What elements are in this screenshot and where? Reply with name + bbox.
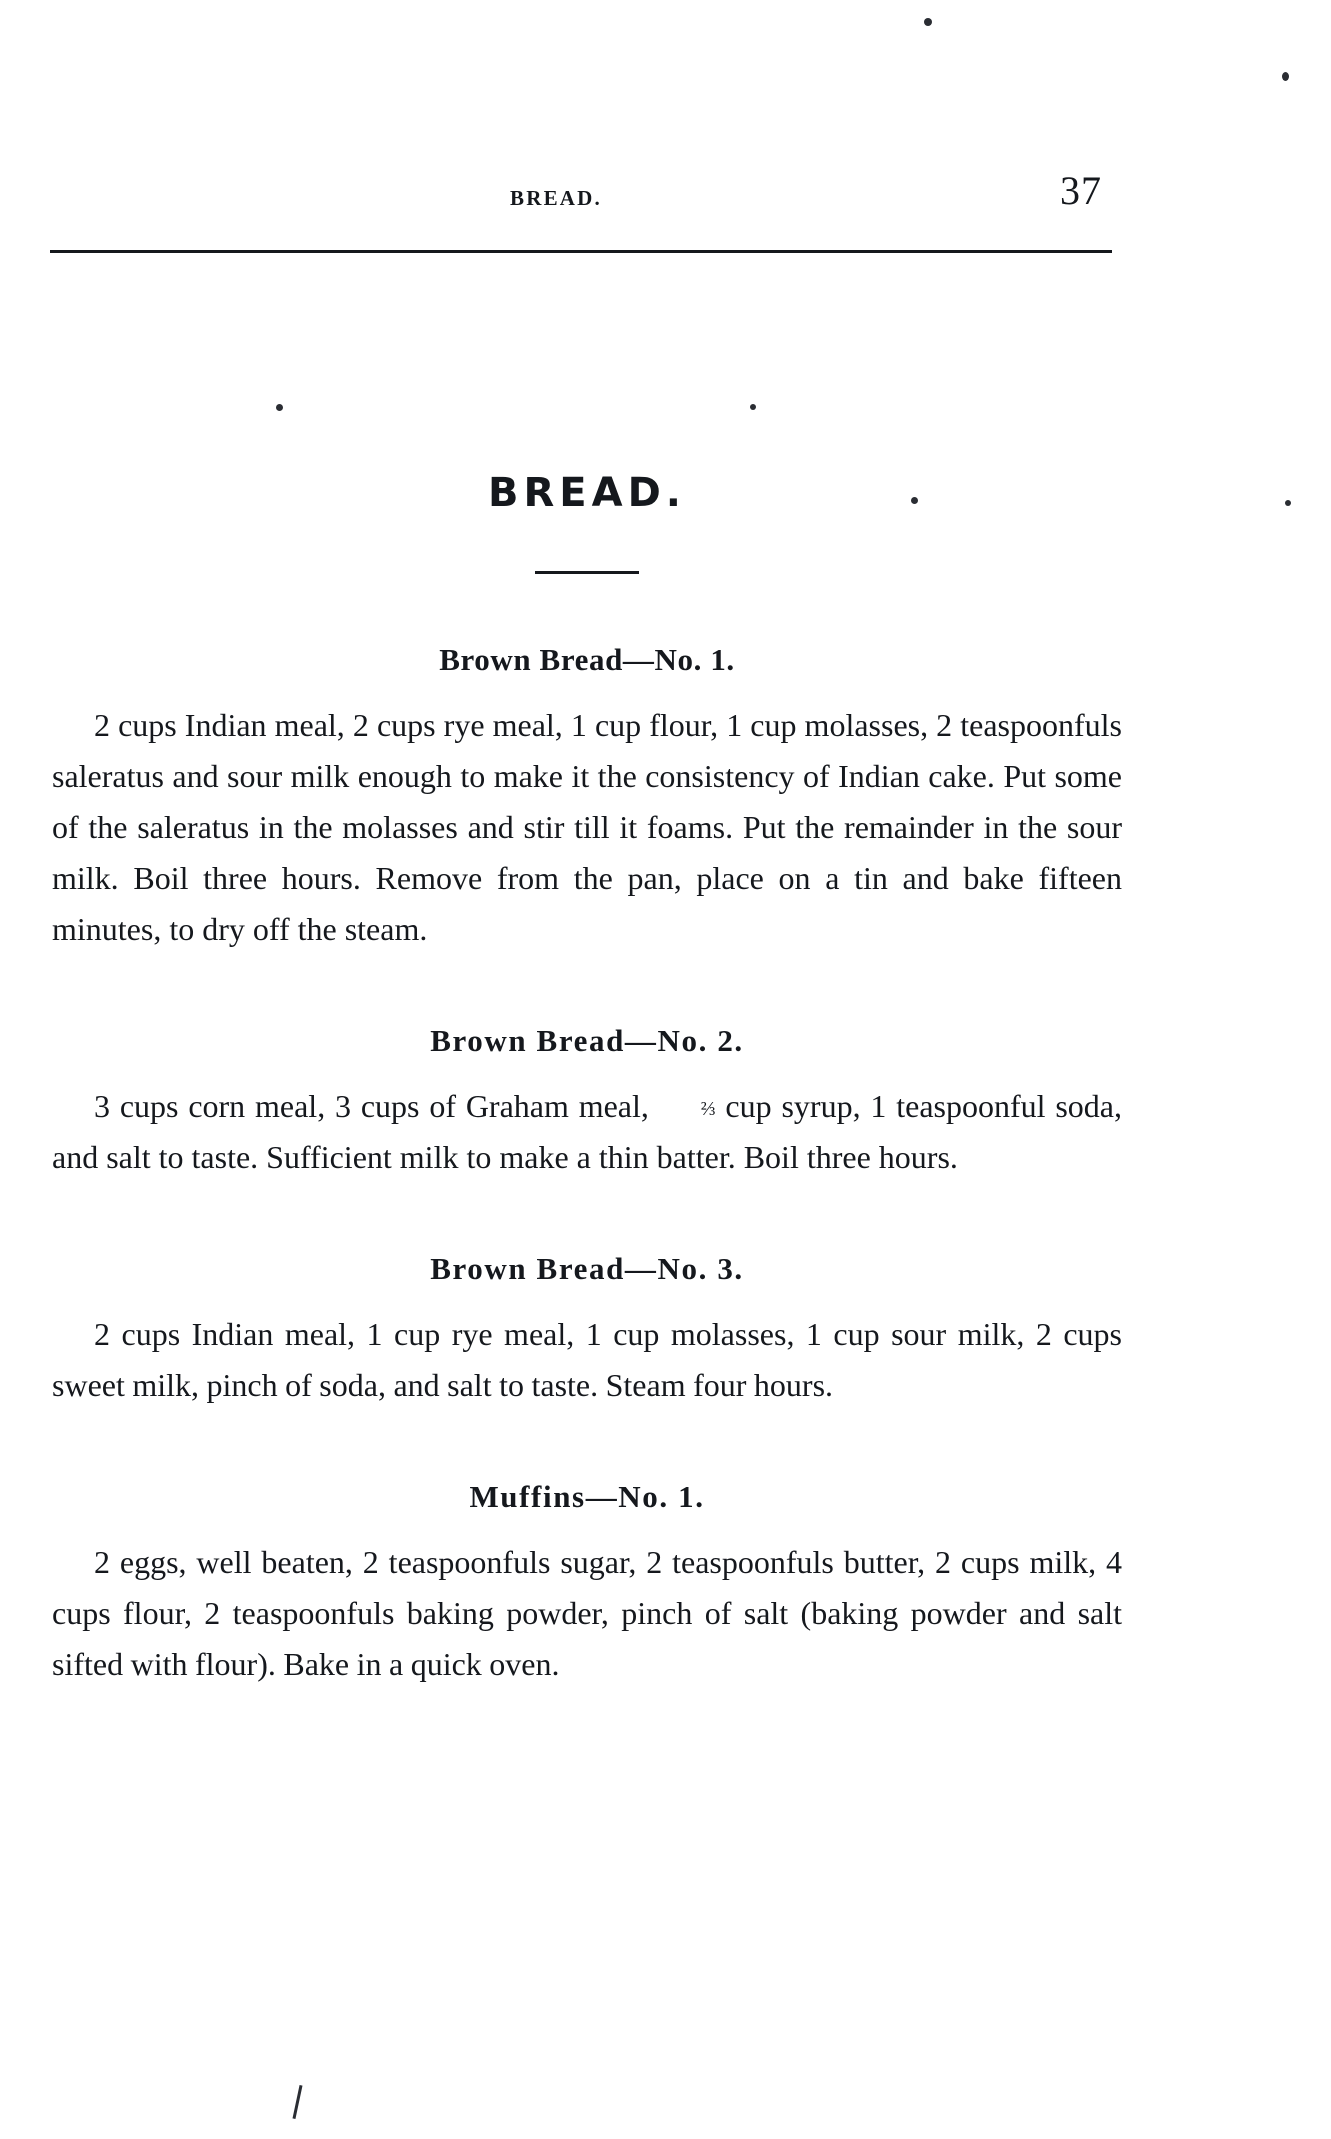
scan-speck — [276, 404, 283, 411]
recipe-body-brown-bread-3: 2 cups Indian meal, 1 cup rye meal, 1 cup molasses, 1 cup sour milk, 2 cups sweet milk, pinch of soda, and salt to taste. Steam four hours. — [52, 1316, 1122, 1403]
recipe-body-brown-bread-2-post: cup syrup, 1 teaspoonful soda, and salt to taste. Sufficient milk to make a thin batter. Boil three hours. — [52, 1088, 1122, 1175]
scan-speck — [750, 404, 756, 410]
fraction-two-thirds: ⅔ — [700, 1097, 716, 1120]
scan-mark — [292, 2085, 302, 2119]
scan-speck — [1285, 500, 1291, 506]
recipe-title-brown-bread-3: Brown Bread—No. 3. — [430, 1251, 744, 1286]
recipe-body-brown-bread-2 — [52, 1081, 1122, 1183]
recipe-title-brown-bread-2: Brown Bread—No. 2. — [430, 1023, 744, 1058]
running-head-title: BREAD. — [510, 186, 602, 210]
running-head — [50, 168, 1150, 226]
text-column — [52, 470, 1122, 1690]
recipe-body-brown-bread-1: 2 cups Indian meal, 2 cups rye meal, 1 cup flour, 1 cup molasses, 2 teaspoonfuls saleratus and sour milk enough to make it the consistency of Indian cake. Put some of the saleratus in the molasses and stir till it foams. Put the remainder in the sour milk. Boil three hours. Remove from the pan, place on a tin and bake fifteen minutes, to dry off the steam. — [52, 707, 1122, 947]
chapter-divider — [535, 571, 639, 574]
recipe-body-brown-bread-2-pre: 3 cups corn meal, 3 cups of Graham meal, — [94, 1088, 659, 1124]
header-rule-left — [50, 250, 700, 253]
scan-speck — [924, 18, 932, 26]
scan-speck — [1282, 72, 1289, 81]
page-number: 37 — [1060, 168, 1102, 213]
recipe-body-muffins-1: 2 eggs, well beaten, 2 teaspoonfuls sugar, 2 teaspoonfuls butter, 2 cups milk, 4 cups flour, 2 teaspoonfuls baking powder, pinch of salt (baking powder and salt sifted with flour). Bake in a quick oven. — [52, 1544, 1122, 1682]
header-rule-right — [700, 250, 1112, 253]
chapter-title: BREAD. — [488, 470, 686, 516]
recipe-title-muffins-1: Muffins—No. 1. — [469, 1479, 705, 1514]
recipe-title-brown-bread-1: Brown Bread—No. 1. — [439, 642, 735, 677]
